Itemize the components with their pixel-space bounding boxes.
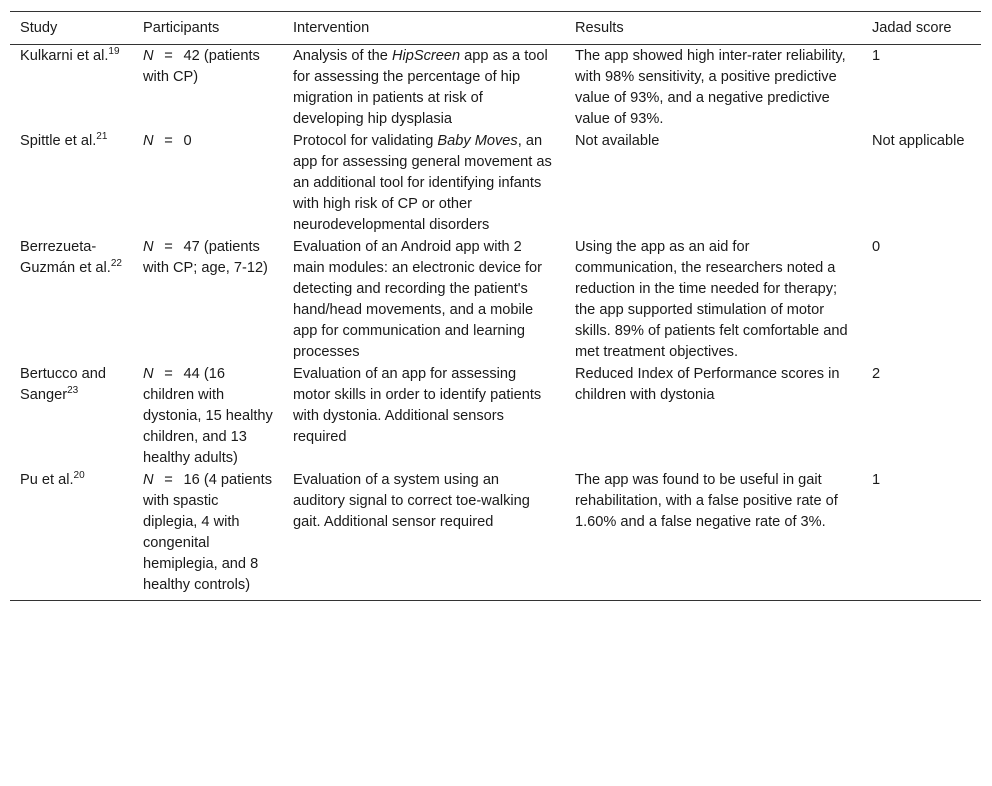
equals-sign: =	[164, 472, 173, 488]
reference-number: 21	[96, 131, 108, 143]
intervention-text-cont: , an app for assessing general movement as an additional tool for identifying infants with high risk of CP or other neurodevelopmental disorders	[293, 133, 552, 233]
jadad-cell: 1	[872, 48, 881, 64]
results-cell: Not available	[575, 133, 660, 149]
header-row	[10, 12, 981, 45]
table-row	[10, 363, 981, 469]
n-symbol: N	[143, 366, 154, 382]
results-cell: The app showed high inter-rater reliability, with 98% sensitivity, a positive predictive value of 93%, and a negative predictive value of 93%.	[575, 48, 846, 127]
studies-table	[10, 11, 981, 601]
n-symbol: N	[143, 48, 154, 64]
n-symbol: N	[143, 239, 154, 255]
results-cell: Reduced Index of Performance scores in children with dystonia	[575, 366, 840, 403]
header-study: Study	[10, 12, 133, 45]
intervention-text-cont: app as a tool for assessing the percentage of hip migration in patients at risk of developing hip dysplasia	[293, 48, 548, 127]
equals-sign: =	[164, 366, 173, 382]
equals-sign: =	[164, 133, 173, 149]
participant-description: (16 children with dystonia, 15 healthy children, and 13 healthy adults)	[143, 366, 273, 466]
header-results: Results	[565, 12, 862, 45]
intervention-cell: Evaluation of a system using an auditory signal to correct toe-walking gait. Additional sensor required	[293, 472, 530, 530]
header-participants: Participants	[133, 12, 283, 45]
participants-cell	[133, 363, 283, 469]
participant-count: 0	[183, 133, 192, 149]
intervention-cell	[283, 45, 565, 131]
table-row	[10, 236, 981, 363]
participants-cell	[133, 45, 283, 131]
study-name: Spittle et al.	[20, 133, 97, 149]
study-cell	[10, 236, 133, 363]
intervention-cell: Evaluation of an app for assessing motor skills in order to identify patients with dystonia. Additional sensors required	[293, 366, 542, 445]
participants-cell	[133, 130, 283, 236]
table-row	[10, 469, 981, 601]
intervention-cell	[283, 130, 565, 236]
participant-description: (4 patients with spastic diplegia, 4 with congenital hemiplegia, and 8 healthy controls)	[143, 472, 272, 593]
app-name: Baby Moves	[437, 133, 518, 149]
intervention-text: Analysis of the	[293, 48, 392, 64]
study-name: Kulkarni et al.	[20, 48, 109, 64]
study-cell	[10, 45, 133, 131]
reference-number: 20	[73, 470, 85, 482]
equals-sign: =	[164, 239, 173, 255]
participant-count: 47	[183, 239, 200, 255]
header-jadad-score: Jadad score	[862, 12, 981, 45]
header-intervention: Intervention	[283, 12, 565, 45]
participant-count: 42	[183, 48, 200, 64]
table-row	[10, 130, 981, 236]
participant-description: (patients with CP; age, 7-12)	[143, 239, 268, 276]
reference-number: 19	[108, 46, 120, 58]
study-cell	[10, 130, 133, 236]
study-name: Pu et al.	[20, 472, 74, 488]
intervention-cell: Evaluation of an Android app with 2 main modules: an electronic device for detecting and recording the patient's hand/head movements, and a mobile app for communication and learning processes	[293, 239, 543, 360]
reference-number: 23	[67, 385, 79, 397]
participant-count: 16	[183, 472, 200, 488]
results-cell: Using the app as an aid for communication, the researchers noted a reduction in the time needed for therapy; the app supported stimulation of motor skills. 89% of patients felt comfortable and met treatment objectives.	[575, 239, 848, 360]
equals-sign: =	[164, 48, 173, 64]
jadad-cell: Not applicable	[872, 133, 965, 149]
study-cell	[10, 363, 133, 469]
participants-cell	[133, 469, 283, 601]
table-row	[10, 45, 981, 131]
table-body	[10, 45, 981, 601]
n-symbol: N	[143, 133, 154, 149]
reference-number: 22	[110, 258, 122, 270]
study-name: Bertucco and Sanger	[20, 366, 106, 403]
jadad-cell: 2	[872, 366, 881, 382]
study-name: Berrezueta-Guzmán et al.	[20, 239, 111, 276]
n-symbol: N	[143, 472, 154, 488]
results-cell: The app was found to be useful in gait rehabilitation, with a false positive rate of 1.60% and a false negative rate of 3%.	[575, 472, 838, 530]
jadad-cell: 0	[872, 239, 881, 255]
participants-cell	[133, 236, 283, 363]
participant-count: 44	[183, 366, 200, 382]
study-cell	[10, 469, 133, 601]
intervention-text: Protocol for validating	[293, 133, 438, 149]
jadad-cell: 1	[872, 472, 881, 488]
table-header	[10, 12, 981, 45]
participant-description: (patients with CP)	[143, 48, 260, 85]
app-name: HipScreen	[391, 48, 461, 64]
